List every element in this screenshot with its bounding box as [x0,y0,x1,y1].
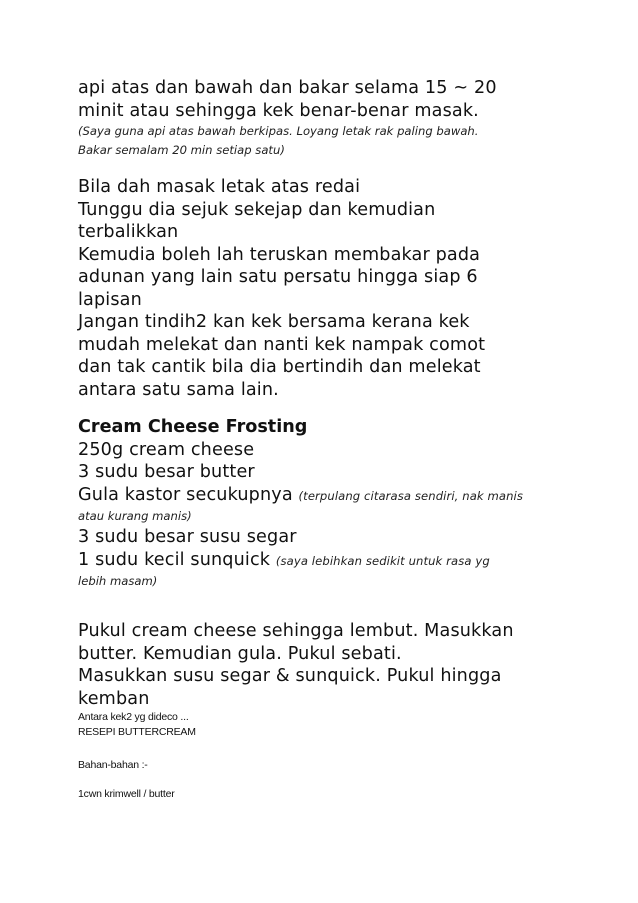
footer-line-3: Bahan-bahan :- [78,759,148,771]
method-line-3: Masukkan susu segar & sunquick. Pukul hingga [78,666,502,686]
intro-line-2: minit atau sehingga kek benar-benar masak. [78,100,479,121]
spacer [78,401,568,416]
method-line-2: butter. Kemudian gula. Pukul sebati. [78,643,402,664]
frosting-ingredient-2: 3 sudu besar butter [78,462,255,482]
intro-note-1: (Saya guna api atas bawah berkipas. Loyang letak rak paling bawah. [78,124,479,138]
footer-line-2: RESEPI BUTTERCREAM [78,726,196,738]
intro-line-1: api atas dan bawah dan bakar selama 15 ~ 20 [78,78,497,98]
step-line-7: Jangan tindih2 kan kek bersama kerana kek [78,312,470,332]
frosting-ingredient-4: 3 sudu besar susu segar [78,527,297,547]
footer-line-4: 1cwn krimwell / butter [78,788,175,800]
step-line-5: adunan yang lain satu persatu hingga siap 6 [78,267,478,287]
document-content [78,77,568,802]
step-line-1: Bila dah masak letak atas redai [78,177,361,197]
frosting-ingredient-3 [78,484,568,508]
step-line-8: mudah melekat dan nanti kek nampak comot [78,334,486,355]
frosting-ingredient-3-note-cont: atau kurang manis) [78,509,192,523]
method-line-1: Pukul cream cheese sehingga lembut. Masukkan [78,621,514,641]
step-line-2: Tunggu dia sejuk sekejap dan kemudian [78,199,436,220]
step-line-10: antara satu sama lain. [78,379,279,400]
footer-line-1: Antara kek2 yg dideco ... [78,711,189,723]
spacer [78,160,568,176]
method-line-4: kemban [78,688,150,709]
step-line-4: Kemudia boleh lah teruskan membakar pada [78,244,481,265]
frosting-ingredient-1: 250g cream cheese [78,439,255,460]
frosting-title: Cream Cheese Frosting [78,417,308,437]
spacer [78,740,568,758]
step-line-9: dan tak cantik bila dia bertindih dan melekat [78,357,481,377]
step-line-6: lapisan [78,289,142,310]
spacer [78,773,568,787]
step-line-3: terbalikkan [78,222,179,242]
spacer [78,591,568,620]
frosting-ingredient-5-text: 1 sudu kecil sunquick [78,549,271,570]
frosting-ingredient-5-note-cont: lebih masam) [78,574,158,588]
frosting-ingredient-5 [78,549,568,573]
intro-note-2: Bakar semalam 20 min setiap satu) [78,143,285,157]
frosting-ingredient-5-note: (saya lebihkan sedikit untuk rasa yg [275,553,490,568]
frosting-ingredient-3-text: Gula kastor secukupnya [78,484,293,505]
frosting-ingredient-3-note: (terpulang citarasa sendiri, nak manis [298,488,524,503]
